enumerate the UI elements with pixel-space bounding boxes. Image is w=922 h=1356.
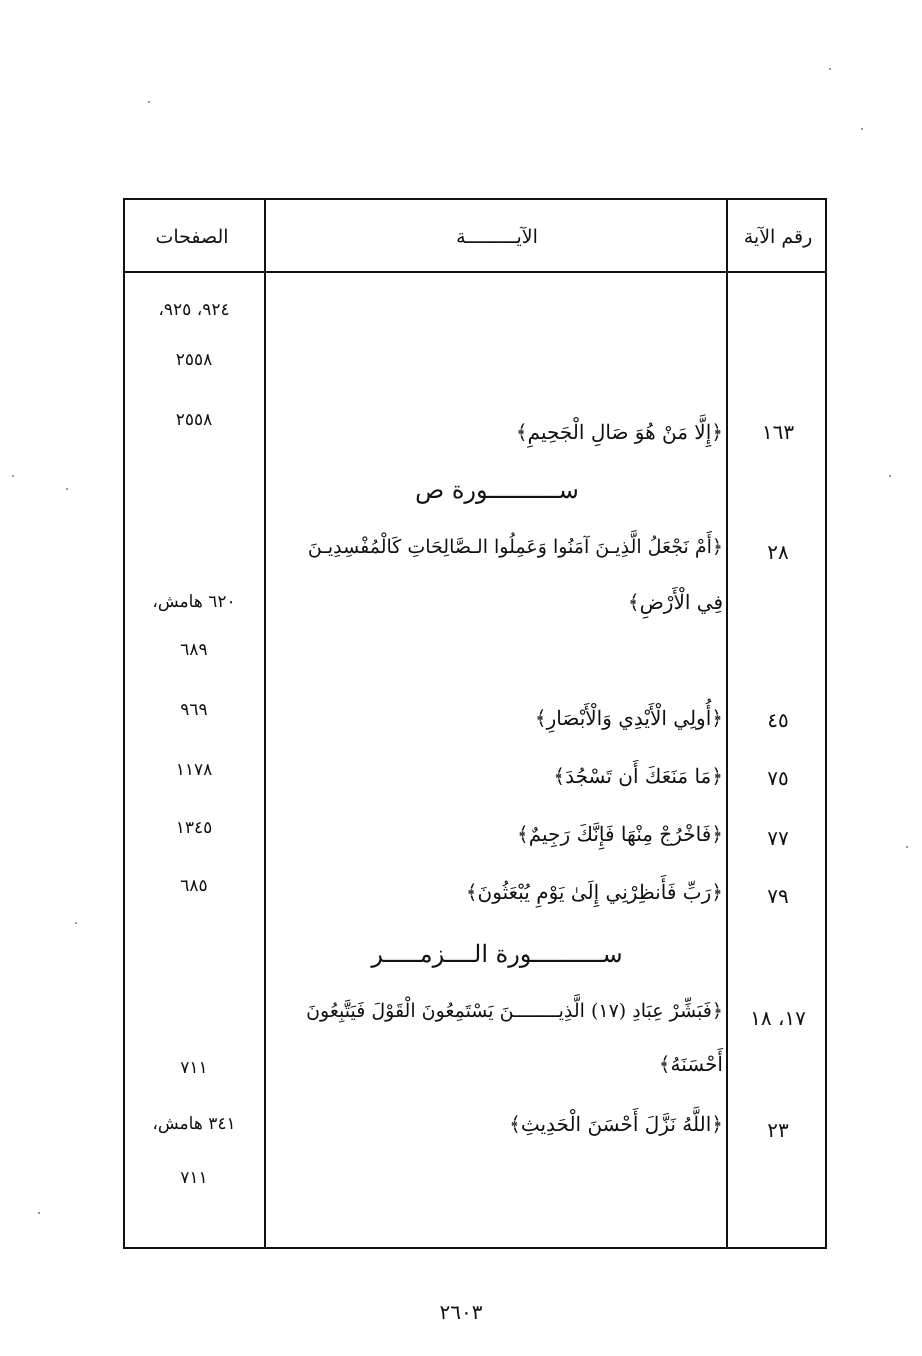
surah-heading: ســــــــــورة ص: [415, 476, 579, 504]
verse-text-continued: أَحْسَنَهُ﴾: [658, 1052, 723, 1076]
pages-cell: ١١٧٨: [175, 760, 213, 780]
pages-cell: ٣٤١ هامش،: [152, 1114, 236, 1134]
page-number: ٢٦٠٣: [439, 1300, 483, 1324]
verse-text: ﴿أُولِي الْأَيْدِي وَالْأَبْصَارِ﴾: [534, 706, 723, 730]
surah-heading: ســــــــــورة الــــزمـــــر: [371, 940, 623, 968]
scan-speck: [829, 68, 831, 70]
verse-text: ﴿أَمْ نَجْعَلُ الَّذِيـنَ آمَنُوا وَعَمِلُوا الـصَّالِحَاتِ كَالْمُفْسِدِيـنَ: [307, 536, 723, 558]
scan-speck: [38, 1212, 40, 1214]
pages-cell: ٦٨٩: [180, 640, 208, 660]
scan-speck: [889, 475, 891, 477]
scan-speck: [12, 475, 14, 477]
header-verse: الآيـــــــــة: [456, 226, 538, 248]
verse-number: ١٧، ١٨: [750, 1006, 806, 1030]
verse-number: ٤٥: [767, 708, 789, 732]
verse-text: ﴿رَبِّ فَأَنظِرْنِي إِلَىٰ يَوْمِ يُبْعَثُونَ﴾: [465, 880, 723, 904]
pages-cell: ٢٥٥٨: [175, 410, 213, 430]
pages-cell: ٢٥٥٨: [175, 350, 213, 370]
column-divider: [264, 200, 266, 1247]
verse-number: ١٦٣: [761, 420, 795, 444]
verse-number: ٢٨: [767, 540, 789, 564]
scan-speck: [861, 128, 863, 130]
verse-number: ٧٥: [767, 766, 789, 790]
pages-cell: ٩٢٤، ٩٢٥،: [158, 300, 230, 320]
pages-cell: ١٣٤٥: [175, 818, 213, 838]
verse-index-table: [123, 198, 827, 1249]
pages-cell: ٩٦٩: [180, 700, 208, 720]
verse-number: ٧٧: [767, 826, 789, 850]
pages-cell: ٦٨٥: [180, 876, 208, 896]
scan-speck: [66, 488, 68, 490]
verse-text: ﴿فَاخْرُجْ مِنْهَا فَإِنَّكَ رَجِيمٌ﴾: [517, 822, 723, 846]
verse-number: ٢٣: [767, 1118, 789, 1142]
verse-text: ﴿إِلَّا مَنْ هُوَ صَالِ الْجَحِيمِ﴾: [515, 420, 723, 444]
scan-speck: [148, 101, 150, 103]
verse-number: ٧٩: [767, 884, 789, 908]
header-pages: الصفحات: [155, 226, 229, 248]
verse-text: ﴿اللَّهُ نَزَّلَ أَحْسَنَ الْحَدِيثِ﴾: [509, 1112, 723, 1136]
header-verse-number: رقم الآية: [743, 226, 813, 248]
verse-text-continued: فِي الْأَرْضِ﴾: [627, 590, 723, 614]
pages-cell: ٦٢٠ هامش،: [152, 592, 236, 612]
pages-cell: ٧١١: [180, 1168, 208, 1188]
verse-text: ﴿فَبَشِّرْ عِبَادِ (١٧) الَّذِيــــــــنَ يَسْتَمِعُونَ الْقَوْلَ فَيَتَّبِعُونَ: [306, 1000, 723, 1022]
header-divider: [125, 271, 825, 273]
pages-cell: ٧١١: [180, 1058, 208, 1078]
scan-speck: [906, 846, 908, 848]
verse-text: ﴿مَا مَنَعَكَ أَن تَسْجُدَ﴾: [553, 764, 723, 788]
scan-speck: [75, 922, 77, 924]
